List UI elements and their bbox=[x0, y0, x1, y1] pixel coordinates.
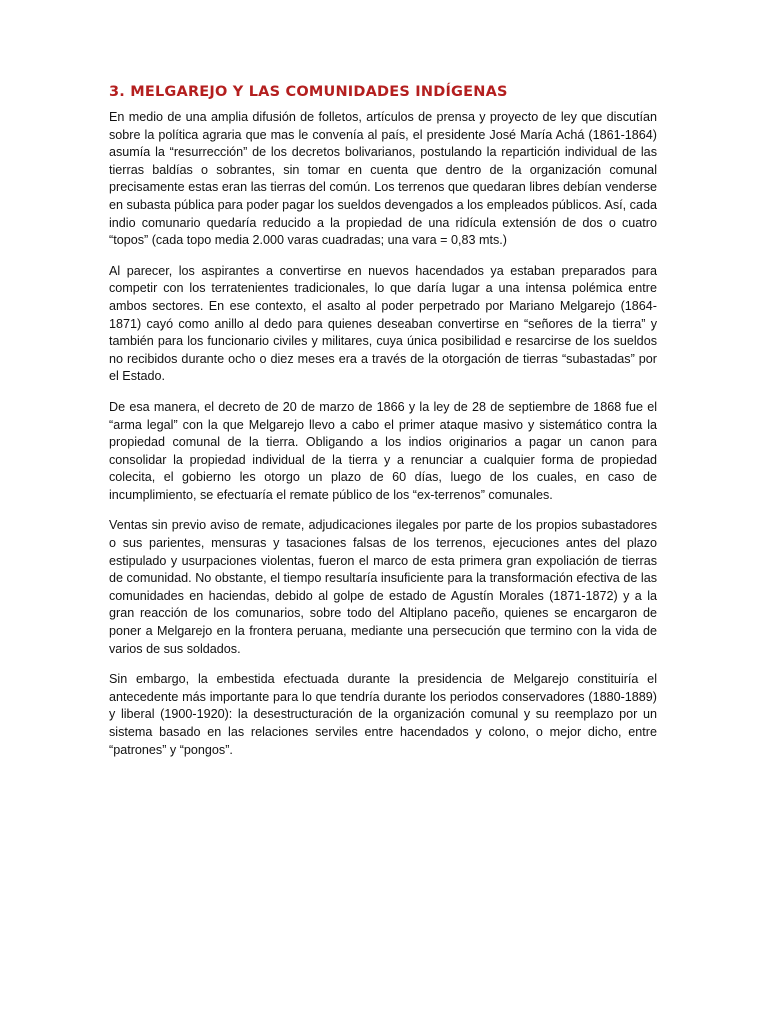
section-heading: 3. MELGAREJO Y LAS COMUNIDADES INDÍGENAS bbox=[109, 84, 508, 100]
paragraph-2: Al parecer, los aspirantes a convertirse en nuevos hacendados ya estaban preparados para competir con los terratenientes tradicionales, lo que daría lugar a una intensa polémica entre ambos sectores. En ese contexto, el asalto al poder perpetrado por Mariano Melgarejo (1864-1871) cayó como anillo al dedo para quienes deseaban convertirse en “señores de la tierra” y también para los funcionario civiles y militares, cuya única posibilidad e resarcirse de los sueldos no recibidos durante ocho o diez meses era a través de la otorgación de tierras “subastadas” por el Estado. bbox=[109, 263, 657, 384]
paragraph-5: Sin embargo, la embestida efectuada durante la presidencia de Melgarejo constituiría el antecedente más importante para lo que tendría durante los periodos conservadores (1880-1889) y liberal (1900-1920): la desestructuración de la organización comunal y su reemplazo por un sistema basado en las relaciones serviles entre hacendados y colono, o mejor dicho, entre “patrones” y “pongos”. bbox=[109, 672, 657, 757]
paragraph-3: De esa manera, el decreto de 20 de marzo de 1866 y la ley de 28 de septiembre de 1868 fue el “arma legal” con la que Melgarejo llevo a cabo el primer ataque masivo y sistemático contra la propiedad comunal de la tierra. Obligando a los indios originarios a pagar un canon para consolidar la propiedad individual de la tierra y a renunciar a cualquier forma de propiedad colecita, el gobierno les otorgo un plazo de 60 días, luego de los cuales, en caso de incumplimiento, se efectuaría el remate público de los “ex-terrenos” comunales. bbox=[109, 399, 657, 502]
document-page bbox=[109, 84, 657, 772]
paragraph-1: En medio de una amplia difusión de folletos, artículos de prensa y proyecto de ley que discutían sobre la política agraria que mas le convenía al país, el presidente José María Achá (1861-1864) asumía la “resurrección” de los decretos bolivarianos, postulando la repartición individual de las tierras baldías o sobrantes, sin tomar en cuenta que dentro de la organización comunal precisamente estas eran las tierras del común. Los terrenos que quedaran libres debían venderse en subasta pública para poder pagar los sueldos devengados a los empleados públicos. Así, cada indio comunario quedaría reducido a la propiedad de una ridícula extensión de dos o cuatro “topos” (cada topo media 2.000 varas cuadradas; una vara = 0,83 mts.) bbox=[109, 110, 657, 248]
paragraph-4: Ventas sin previo aviso de remate, adjudicaciones ilegales por parte de los propios subastadores o sus parientes, mensuras y tasaciones falsas de los terrenos, ejecuciones antes del plazo estipulado y usurpaciones violentas, fueron el marco de esta primera gran expoliación de tierras de comunidad. No obstante, el tiempo resultaría insuficiente para la transformación efectiva de las comunidades en haciendas, debido al golpe de estado de Agustín Morales (1871-1872) y a la gran reacción de los comunarios, sobre todo del Altiplano paceño, quienes se encargaron de poner a Melgarejo en la frontera peruana, mediante una persecución que termino con la vida de varios de sus soldados. bbox=[109, 518, 657, 656]
